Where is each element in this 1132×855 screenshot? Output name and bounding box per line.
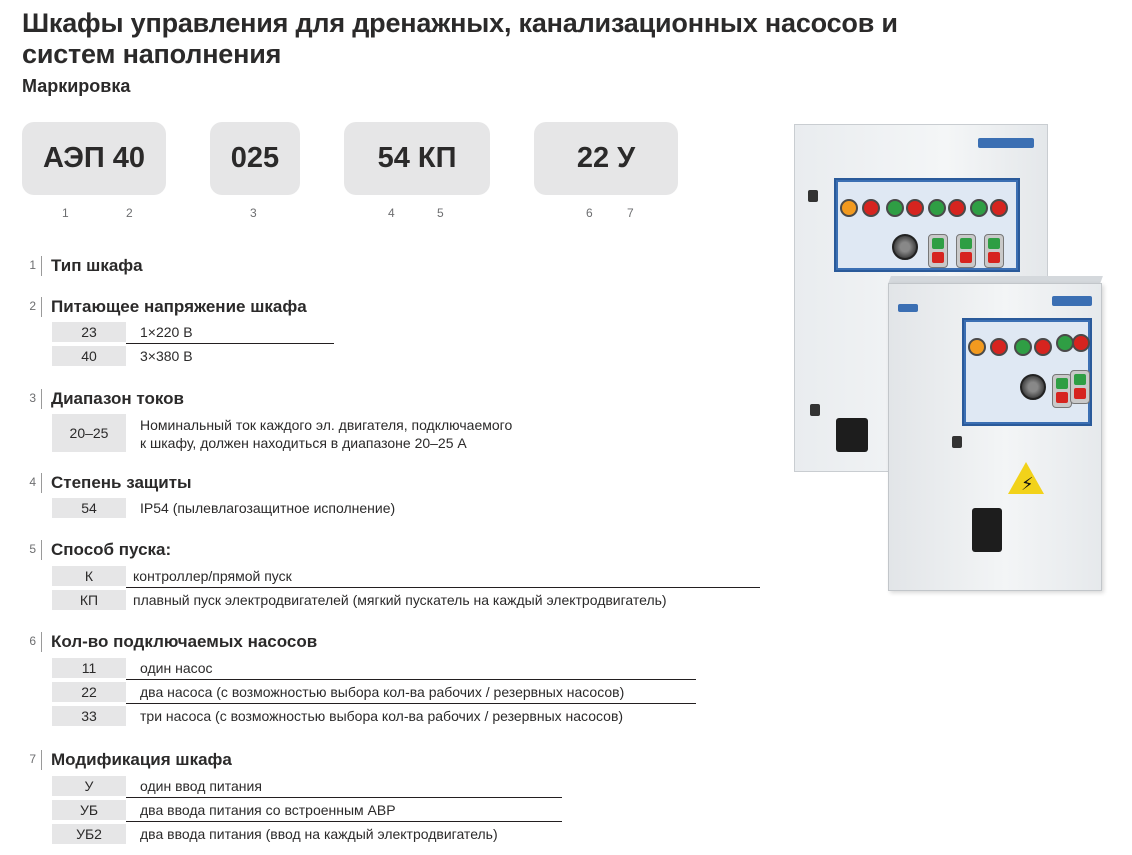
section-number: 7 [29,752,36,766]
marking-code-3: 54 КП [344,122,490,195]
red-lamp-icon [1034,338,1052,356]
green-lamp-icon [886,199,904,217]
row-underline [126,703,696,704]
position-number: 7 [627,206,634,220]
door-lock-icon [808,190,818,202]
red-lamp-icon [990,338,1008,356]
page-subtitle: Маркировка [22,76,131,96]
row-underline [126,587,760,588]
option-description: один ввод питания [140,778,262,794]
section-number: 3 [29,391,36,405]
section-title: Модификация шкафа [51,750,232,769]
option-code: КП [52,590,126,610]
section-title: Кол-во подключаемых насосов [51,632,318,651]
red-lamp-icon [948,199,966,217]
position-number: 2 [126,206,133,220]
green-lamp-icon [1014,338,1032,356]
brand-logo-icon [978,138,1034,148]
section-title: Питающее напряжение шкафа [51,297,307,316]
green-lamp-icon [928,199,946,217]
option-code: 23 [52,322,126,342]
option-description: IP54 (пылевлагозащитное исполнение) [140,500,396,516]
section-divider [41,297,42,317]
lightning-bolt-icon: ⚡ [1021,474,1034,494]
section-number: 1 [29,258,36,272]
red-lamp-icon [862,199,880,217]
page-title: Шкафы управления для дренажных, канализационных насосов и систем наполнения [22,8,898,69]
red-lamp-icon [1072,334,1090,352]
brand-logo-icon [898,304,918,312]
option-description-line2: к шкафу, должен находиться в диапазоне 20–25 А [140,435,467,451]
section-divider [41,473,42,493]
row-underline [126,821,562,822]
option-description: два насоса (с возможностью выбора кол-ва рабочих / резервных насосов) [140,684,625,700]
option-code: УБ2 [52,824,126,844]
red-lamp-icon [906,199,924,217]
door-lock-icon [810,404,820,416]
option-description: 1×220 В [140,324,193,340]
marking-code-4: 22 У [534,122,678,195]
position-number: 3 [250,206,257,220]
section-title: Способ пуска: [51,540,172,559]
position-number: 4 [388,206,395,220]
row-underline [126,679,696,680]
main-switch-handle-icon [972,508,1002,552]
position-number: 1 [62,206,69,220]
section-number: 5 [29,542,36,556]
option-code: 40 [52,346,126,366]
row-underline [126,797,562,798]
option-description: 3×380 В [140,348,193,364]
position-number: 6 [586,206,593,220]
option-code: 20–25 [52,414,126,452]
option-description: один насос [140,660,213,676]
option-code: 54 [52,498,126,518]
marking-code-2: 025 [210,122,300,195]
option-description: два ввода питания (ввод на каждый электродвигатель) [140,826,498,842]
option-code: 11 [52,658,126,678]
option-code: 22 [52,682,126,702]
option-description: плавный пуск электродвигателей (мягкий пускатель на каждый электродвигатель) [133,592,667,608]
section-title: Степень защиты [51,473,192,492]
option-description: контроллер/прямой пуск [133,568,292,584]
option-code: К [52,566,126,586]
option-code: УБ [52,800,126,820]
start-stop-button-icon [1070,370,1090,404]
red-lamp-icon [990,199,1008,217]
orange-lamp-icon [840,199,858,217]
section-divider [41,256,42,276]
section-divider [41,750,42,770]
main-switch-handle-icon [836,418,868,452]
section-divider [41,540,42,560]
section-title: Диапазон токов [51,389,184,408]
start-stop-button-icon [984,234,1004,268]
section-number: 4 [29,475,36,489]
selector-knob-icon [1020,374,1046,400]
section-number: 2 [29,299,36,313]
start-stop-button-icon [928,234,948,268]
option-code: У [52,776,126,796]
orange-lamp-icon [968,338,986,356]
selector-knob-icon [892,234,918,260]
row-underline [126,343,334,344]
section-divider [41,389,42,409]
green-lamp-icon [970,199,988,217]
start-stop-button-icon [956,234,976,268]
option-description: Номинальный ток каждого эл. двигателя, подключаемого [140,417,513,433]
door-lock-icon [952,436,962,448]
section-divider [41,632,42,652]
option-description: три насоса (с возможностью выбора кол-ва рабочих / резервных насосов) [140,708,624,724]
position-number: 5 [437,206,444,220]
section-title: Тип шкафа [51,256,143,275]
start-stop-button-icon [1052,374,1072,408]
option-description: два ввода питания со встроенным АВР [140,802,396,818]
marking-code-1: АЭП 40 [22,122,166,195]
brand-logo-icon [1052,296,1092,306]
section-number: 6 [29,634,36,648]
option-code: 33 [52,706,126,726]
